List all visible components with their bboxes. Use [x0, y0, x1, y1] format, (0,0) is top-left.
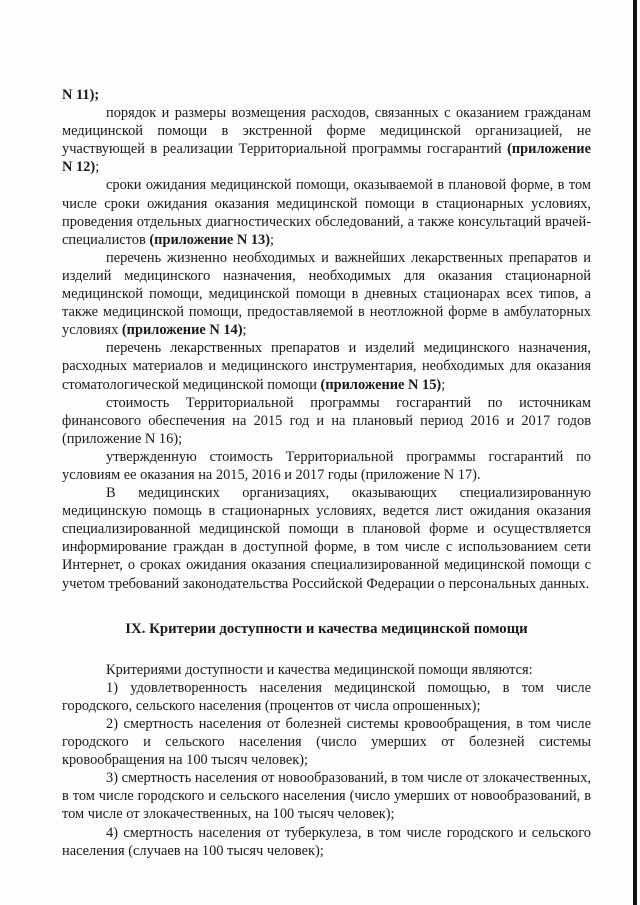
text-segment: утвержденную стоимость Территориальной программы госгарантий по условиям ее оказания на 2015, 2016 и 2017 годы (приложение N 17). [62, 448, 591, 483]
text-segment: ; [95, 159, 100, 176]
text-segment: перечень лекарственных препаратов и изделий медицинского назначения, расходных материалов и медицинского инструментария, необходимых для оказания стоматологической медицинской помощи [62, 340, 591, 393]
section-heading: IX. Критерии доступности и качества медицинской помощи [125, 620, 528, 637]
text-segment: 3) смертность населения от новообразований, в том числе от злокачественных, в том числе городского и сельского населения (число умерших от новообразований, в том числе от злокачественных, на 100 тысяч человек); [62, 770, 591, 823]
paragraph-4 [62, 249, 591, 339]
scan-edge [633, 0, 637, 905]
appendix-ref: (приложение N 13) [149, 231, 271, 248]
text-segment: Критериями доступности и качества медицинской помощи являются: [106, 661, 533, 678]
text-segment: 1) удовлетворенность населения медицинской помощью, в том числе городского, сельского населения (процентов от числа опрошенных); [62, 679, 591, 714]
text-segment: ; [242, 322, 247, 339]
paragraph-8 [62, 484, 591, 593]
paragraph-1 [62, 86, 591, 104]
paragraph-5 [62, 339, 591, 393]
text-segment: порядок и размеры возмещения расходов, связанных с оказанием гражданам медицинской помощи в экстренной форме медицинской организацией, не участвующей в реализации Территориальной программы госгарантий [62, 105, 591, 158]
text-segment: ; [270, 231, 275, 248]
criteria-item-1 [62, 679, 591, 715]
criteria-item-3 [62, 769, 591, 823]
text-segment: 4) смертность населения от туберкулеза, в том числе городского и сельского населения (случаев на 100 тысяч человек); [62, 824, 591, 859]
text-segment: перечень жизненно необходимых и важнейших лекарственных препаратов и изделий медицинского назначения, необходимых для оказания стационарной медицинской помощи, медицинской помощи в дневных стационарах всех типов, а также медицинской помощи, предоставляемой в неотложной форме в амбулаторных условиях [62, 249, 591, 339]
paragraph-6 [62, 394, 591, 448]
text-segment: В медицинских организациях, оказывающих специализированную медицинскую помощь в стационарных условиях, ведется лист ожидания оказания специализированной медицинской помощи в плановой форме и осуществляется информирование граждан в доступной форме, в том числе с использованием сети Интернет, о сроках ожидания оказания специализированной медицинской помощи с учетом требований законодательства Российской Федерации о персональных данных. [62, 485, 591, 592]
criteria-item-2 [62, 715, 591, 769]
paragraph-2 [62, 104, 591, 176]
criteria-item-4 [62, 824, 591, 860]
ref-fragment: N 11); [62, 87, 100, 103]
paragraph-3 [62, 176, 591, 248]
appendix-ref: (приложение N 14) [121, 322, 243, 339]
appendix-ref: (приложение N 15) [320, 376, 442, 393]
text-segment: сроки ожидания медицинской помощи, оказываемой в плановой форме, в том числе сроки ожидания оказания медицинской помощи в стационарных условиях, проведения отдельных диагностических обследований, а также консультаций врачей-специалистов [62, 177, 591, 248]
criteria-intro [62, 661, 591, 679]
text-segment: стоимость Территориальной программы госгарантий по источникам финансового обеспечения на 2015 год и на плановый период 2016 и 2017 годов (приложение N 16); [62, 394, 591, 447]
paragraph-7 [62, 448, 591, 484]
appendix-ref: (приложение N 12) [62, 141, 591, 176]
document-body [62, 86, 591, 860]
text-segment: 2) смертность населения от болезней системы кровообращения, в том числе городского и сельского населения (число умерших от болезней системы кровообращения на 100 тысяч человек); [62, 716, 591, 769]
text-segment: ; [441, 376, 446, 393]
